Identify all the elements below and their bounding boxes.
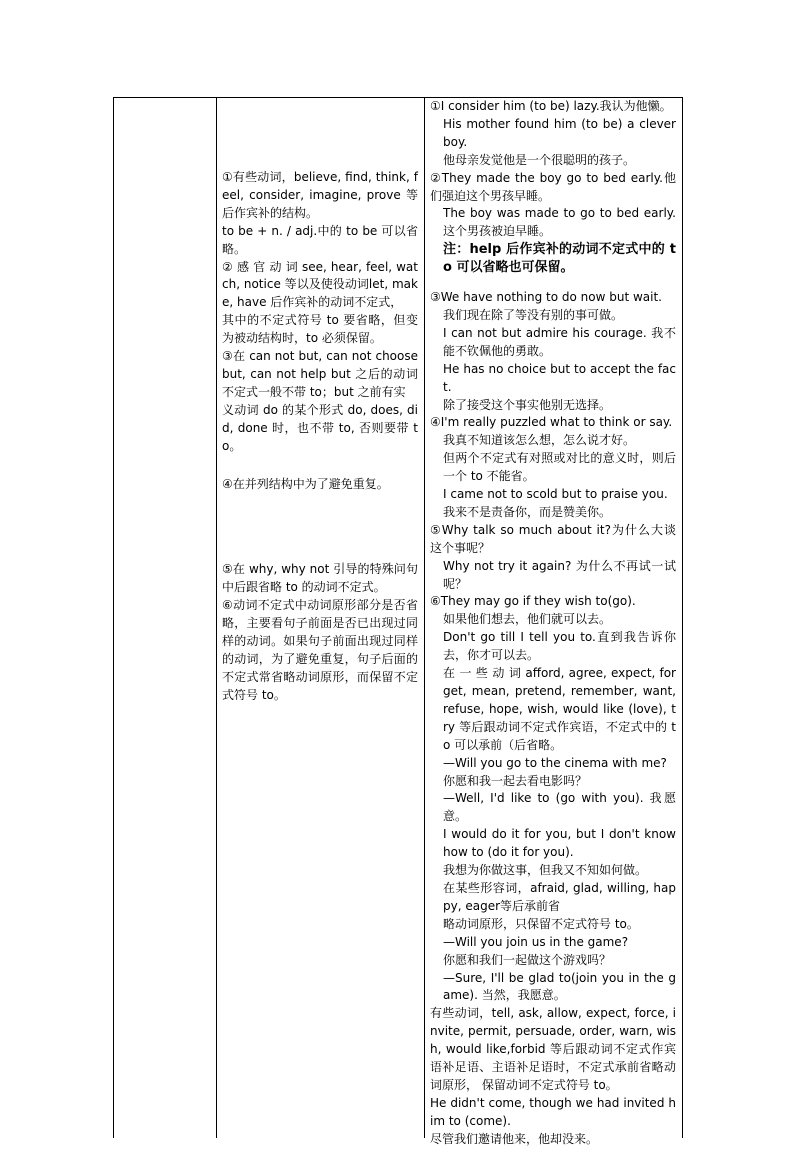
example-line: I would do it for you, but I don't know how to (do it for you). xyxy=(443,827,676,860)
table-cell-category xyxy=(114,98,217,1138)
example-line: 但两个不定式有对照或对比的意义时，则后一个 to 不能省。 xyxy=(443,451,676,484)
example-line: I came not to scold but to praise you. xyxy=(443,487,668,502)
rules-text xyxy=(222,169,418,705)
rule-paragraph: ④在并列结构中为了避免重复。 xyxy=(222,476,389,491)
example-line: 略动词原形，只保留不定式符号 to。 xyxy=(443,916,639,931)
rule-paragraph: ⑥动词不定式中动词原形部分是否省略，主要看句子前面是否已出现过同样的动词。如果句子前面出现过同样的动词，为了避免重复，句子后面的不定式常省略动词原形，而保留不定式符号 to。 xyxy=(222,598,418,702)
example-line: 我真不知道该怎么想，怎么说才好。 xyxy=(443,433,636,448)
example-line: 尽管我们邀请他来，他却没来。 xyxy=(430,1131,599,1146)
example-line: 我们现在除了等没有别的事可做。 xyxy=(443,307,624,322)
example-line: ⑤Why talk so much about it?为什么大谈这个事呢？ xyxy=(430,522,676,555)
example-line: Don't go till I tell you to.直到我告诉你去，你才可以去。 xyxy=(443,630,676,663)
rule-paragraph: to be + n. / adj.中的 to be 可以省略。 xyxy=(222,223,418,256)
table-cell-rules xyxy=(217,98,425,1138)
example-line: —Well, I'd like to (go with you). 我愿意。 xyxy=(443,791,676,824)
example-line: ①I consider him (to be) lazy.我认为他懒。 xyxy=(430,99,672,113)
examples-text xyxy=(430,98,676,1149)
example-line: 在 一 些 动 词 afford, agree, expect, forget, mean, pretend, remember, want, refuse, hope, wish, would like (love), try 等后跟动词不定式作宾语，不定式中的 to 可以承前（后省略。 xyxy=(443,666,676,752)
example-line: —Will you go to the cinema with me? xyxy=(443,755,667,770)
example-line: I can not but admire his courage. 我不能不钦佩他的勇敢。 xyxy=(443,325,676,358)
example-line: 我来不是责备你，而是赞美你。 xyxy=(443,504,612,519)
example-line: 如果他们想去，他们就可以去。 xyxy=(443,612,612,627)
example-line: 在某些形容词，afraid, glad, willing, happy, eager等后承前省 xyxy=(443,880,676,913)
example-line: 除了接受这个事实他别无选择。 xyxy=(443,397,612,412)
example-line: The boy was made to go to bed early.这个男孩被迫早睡。 xyxy=(443,206,676,239)
note-line: 注：help 后作宾补的动词不定式中的 to 可以省略也可保留。 xyxy=(443,242,676,276)
example-line: He didn't come, though we had invited him to (come). xyxy=(430,1095,676,1128)
rule-paragraph: ①有些动词，believe, find, think, feel, consider, imagine, prove 等后作宾补的结构。 xyxy=(222,170,418,220)
example-line: 我想为你做这事，但我又不知如何做。 xyxy=(443,863,648,878)
rule-paragraph: ⑤在 why, why not 引导的特殊问句中后跟省略 to 的动词不定式。 xyxy=(222,562,418,595)
rule-paragraph: 其中的不定式符号 to 要省略，但变为被动结构时，to 必须保留。 xyxy=(222,313,418,346)
table-cell-examples xyxy=(425,98,682,1146)
example-line: He has no choice but to accept the fact. xyxy=(443,361,676,394)
example-line: ⑥They may go if they wish to(go). xyxy=(430,594,636,609)
example-line: ②They made the boy go to bed early.他们强迫这个男孩早睡。 xyxy=(430,170,676,203)
rule-paragraph: 义动词 do 的某个形式 do, does, did, done 时，也不带 to, 否则要带 to。 xyxy=(222,402,418,453)
rule-paragraph: ② 感 官 动 词 see, hear, feel, watch, notice 等以及使役动词let, make, have 后作宾补的动词不定式， xyxy=(222,259,418,310)
example-line: —Will you join us in the game? xyxy=(443,934,629,949)
example-line: 有些动词，tell, ask, allow, expect, force, invite, permit, persuade, order, warn, wish, would like,forbid 等后跟动词不定式作宾语补足语、主语补足语时，不定式承前省略动词原形， 保留动词不定式符号 to。 xyxy=(430,1006,676,1092)
example-line: ③We have nothing to do now but wait. xyxy=(430,290,662,305)
example-line: —Sure, I'll be glad to(join you in the game). 当然，我愿意。 xyxy=(443,970,676,1003)
example-line: 你愿和我们一起做这个游戏吗？ xyxy=(443,952,612,967)
example-line: His mother found him (to be) a clever boy. xyxy=(443,116,676,149)
example-line: Why not try it again? 为什么不再试一试呢？ xyxy=(443,558,676,591)
grammar-table xyxy=(113,97,683,1146)
example-line: ④I'm really puzzled what to think or say. xyxy=(430,415,673,430)
example-line: 你愿和我一起去看电影吗？ xyxy=(443,773,588,788)
example-line: 他母亲发觉他是一个很聪明的孩子。 xyxy=(443,152,636,167)
rule-paragraph: ③在 can not but, can not choose but, can not help but 之后的动词不定式一般不带 to；but 之前有实 xyxy=(222,349,418,399)
